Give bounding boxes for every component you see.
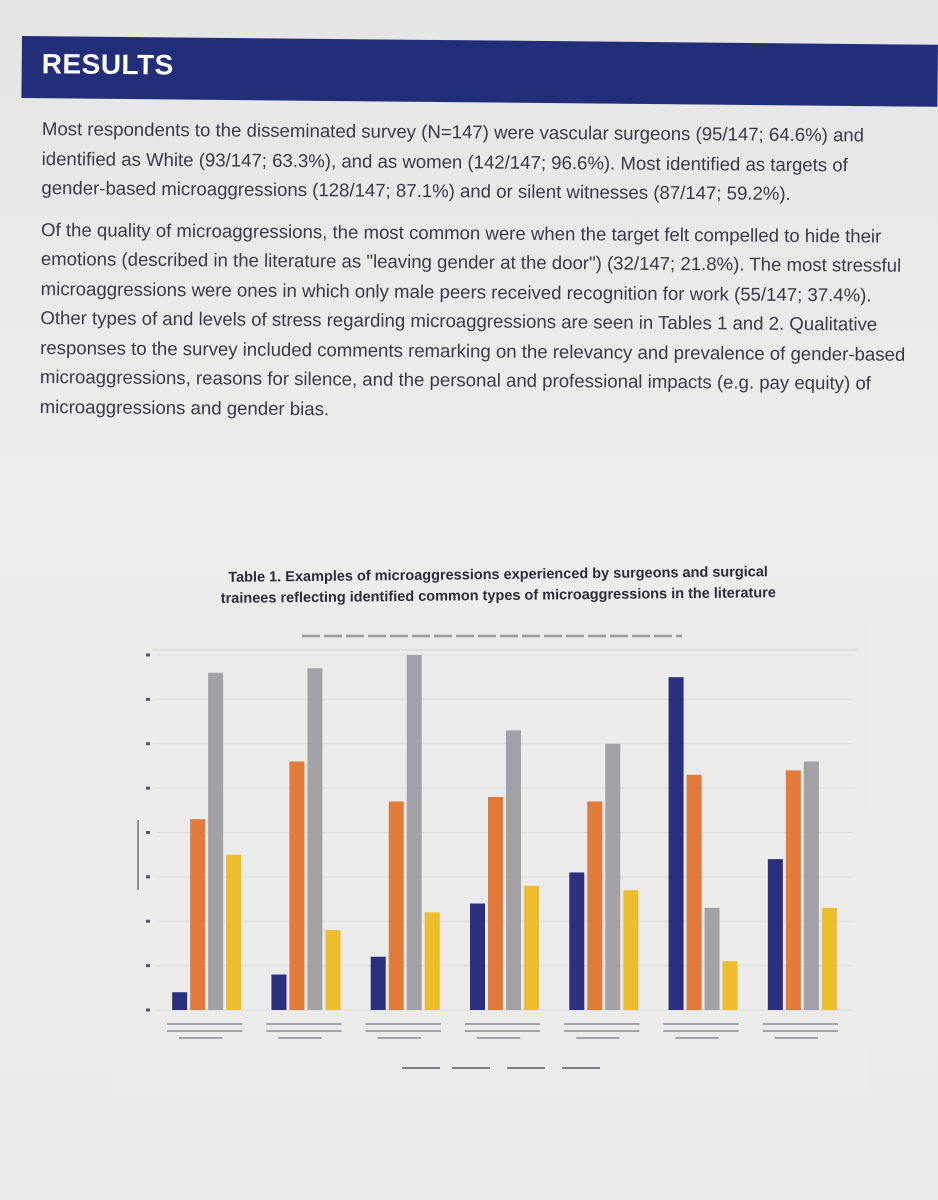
bar-chart	[112, 620, 868, 1090]
results-header-bar	[21, 36, 938, 107]
results-paragraph-2: Of the quality of microaggressions, the most common were when the target felt compelled to hide their emotions (described in the literature as "leaving gender at the door") (32/147; 21.8%). The most stressful microaggressions were ones in which only male peers received recognition for work (55/147; 37.4%). Other types of and levels of stress regarding microaggressions are seen in Tables 1 and 2. Qualitative responses to the survey included comments remarking on the relevancy and prevalence of gender-based microaggressions, reasons for silence, and the personal and professional impacts (e.g. pay equity) of microaggressions and gender bias.	[39, 218, 906, 419]
bar-series-4-category-3	[425, 912, 440, 1010]
bar-series-4-category-5	[623, 890, 638, 1010]
y-tick-mark	[146, 742, 150, 745]
bar-series-2-category-6	[687, 775, 702, 1010]
bar-series-2-category-3	[389, 801, 404, 1010]
bar-series-2-category-7	[786, 770, 801, 1010]
y-tick-mark	[146, 964, 150, 967]
y-tick-mark	[146, 875, 150, 878]
bar-series-1-category-3	[371, 957, 386, 1010]
results-paragraph-1: Most respondents to the disseminated survey (N=147) were vascular surgeons (95/147; 64.6%) and identified as White (93/147; 63.3%), and as women (142/147; 96.6%). Most identified as targets of gender-based microaggressions (128/147; 87.1%) and or silent witnesses (87/147; 59.2%).	[41, 117, 865, 204]
y-tick-mark	[146, 831, 150, 834]
bar-series-1-category-4	[470, 904, 485, 1011]
bar-series-4-category-1	[226, 855, 241, 1010]
bar-series-3-category-6	[705, 908, 720, 1010]
results-text	[39, 114, 913, 440]
y-tick-mark	[146, 698, 150, 701]
bar-series-1-category-6	[669, 677, 684, 1010]
bar-series-3-category-5	[605, 744, 620, 1010]
bar-series-3-category-7	[804, 762, 819, 1011]
bar-series-3-category-2	[307, 668, 322, 1010]
bar-series-4-category-2	[325, 930, 340, 1010]
bar-series-3-category-3	[407, 655, 422, 1010]
bar-series-1-category-7	[768, 859, 783, 1010]
bar-series-4-category-4	[524, 886, 539, 1010]
section-title: RESULTS	[41, 48, 174, 81]
bar-series-4-category-6	[723, 961, 738, 1010]
bar-series-1-category-5	[569, 872, 584, 1010]
y-tick-mark	[146, 1009, 150, 1012]
y-tick-mark	[146, 920, 150, 923]
bar-series-2-category-5	[587, 801, 602, 1010]
bar-series-1-category-2	[271, 975, 286, 1011]
table-caption-line-1: Table 1. Examples of microaggressions experienced by surgeons and surgical	[228, 564, 769, 586]
chart-panel	[112, 620, 868, 1090]
bar-series-2-category-2	[289, 762, 304, 1011]
bar-series-2-category-1	[190, 819, 205, 1010]
table-caption	[118, 561, 878, 611]
bar-series-3-category-4	[506, 730, 521, 1010]
y-tick-mark	[146, 787, 150, 790]
bar-series-1-category-1	[172, 992, 187, 1010]
bar-series-2-category-4	[488, 797, 503, 1010]
bar-series-4-category-7	[822, 908, 837, 1010]
table-caption-line-2: trainees reflecting identified common types of microaggressions in the literature	[220, 585, 776, 607]
bar-series-3-category-1	[208, 673, 223, 1010]
y-tick-mark	[146, 654, 150, 657]
